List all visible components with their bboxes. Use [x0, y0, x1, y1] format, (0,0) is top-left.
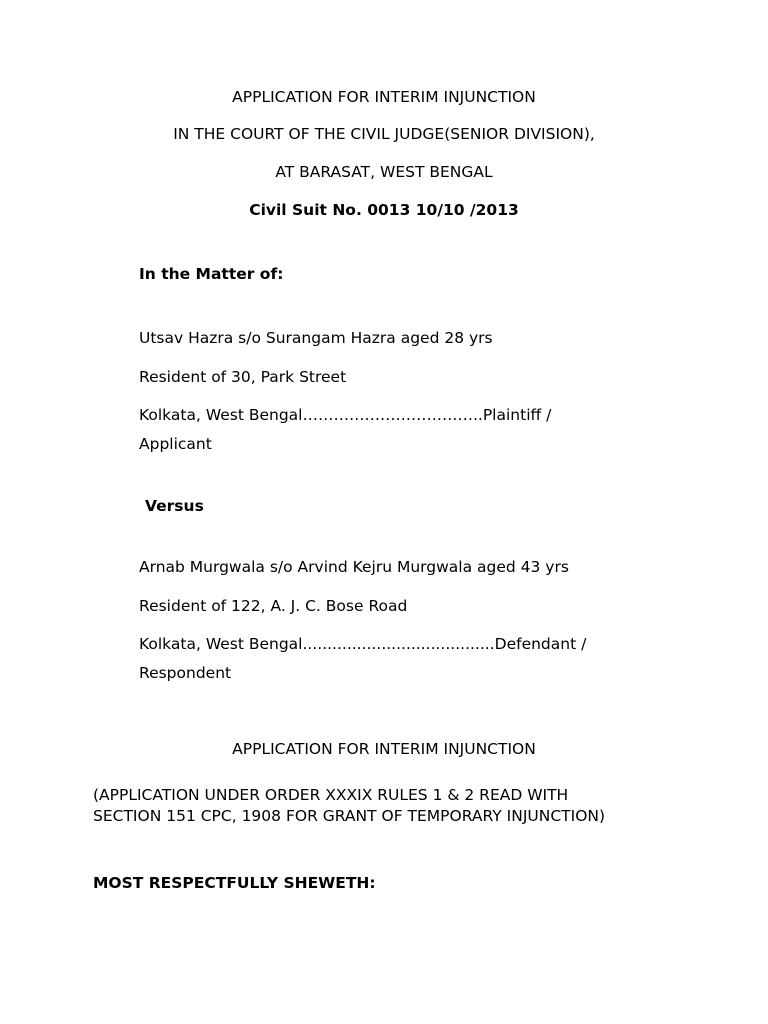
application-subtitle-line-1: (APPLICATION UNDER ORDER XXXIX RULES 1 & 2 READ WITH — [93, 786, 569, 804]
defendant-name: Arnab Murgwala s/o Arvind Kejru Murgwala aged 43 yrs — [139, 558, 569, 576]
plaintiff-role: Applicant — [139, 435, 212, 453]
suit-number: Civil Suit No. 0013 10/10 /2013 — [249, 201, 519, 219]
document-title: APPLICATION FOR INTERIM INJUNCTION — [232, 88, 536, 106]
salutation: MOST RESPECTFULLY SHEWETH: — [93, 874, 376, 892]
court-location: AT BARASAT, WEST BENGAL — [275, 163, 493, 181]
matter-heading: In the Matter of: — [139, 265, 284, 283]
court-name: IN THE COURT OF THE CIVIL JUDGE(SENIOR DIVISION), — [173, 125, 595, 143]
plaintiff-city: Kolkata, West Bengal……………………………..Plaintiff / — [139, 406, 552, 424]
application-title: APPLICATION FOR INTERIM INJUNCTION — [232, 740, 536, 758]
plaintiff-address: Resident of 30, Park Street — [139, 368, 347, 386]
versus-label: Versus — [145, 497, 204, 515]
plaintiff-name: Utsav Hazra s/o Surangam Hazra aged 28 yrs — [139, 329, 493, 347]
application-subtitle-line-2: SECTION 151 CPC, 1908 FOR GRANT OF TEMPORARY INJUNCTION) — [93, 807, 606, 825]
defendant-address: Resident of 122, A. J. C. Bose Road — [139, 597, 408, 615]
defendant-role: Respondent — [139, 664, 232, 682]
defendant-city: Kolkata, West Bengal.......................................Defendant / — [139, 635, 587, 653]
